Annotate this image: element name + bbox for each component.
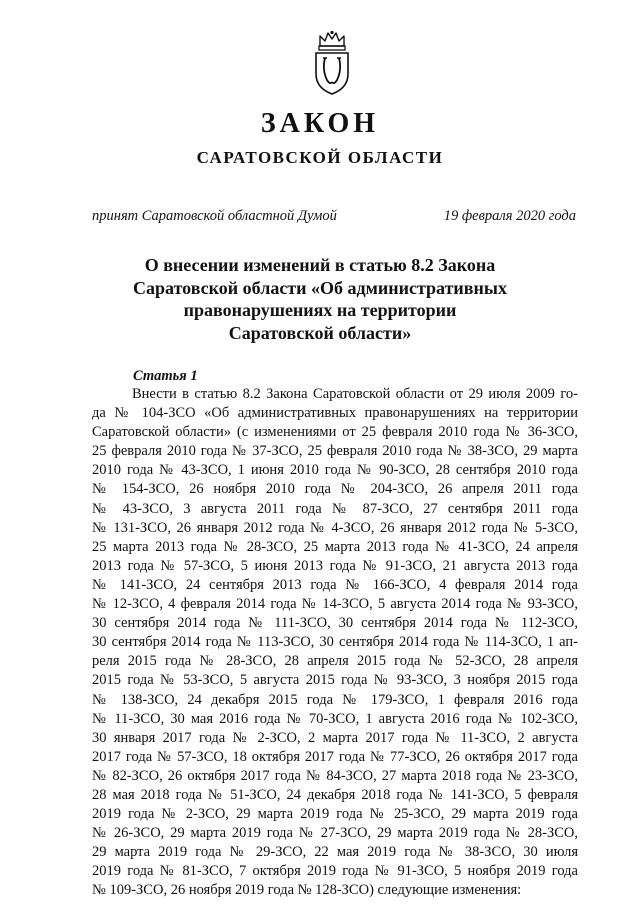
body-line: 25 марта 2013 года № 28-ЗСО, 25 марта 2013 года № 41-ЗСО, 24 апреля — [92, 538, 578, 555]
body-line: № 11-ЗСО, 30 мая 2016 года № 70-ЗСО, 1 августа 2016 года № 102-ЗСО, — [92, 710, 578, 727]
body-line: 2015 года № 53-ЗСО, 5 августа 2015 года № 93-ЗСО, 3 ноября 2015 года — [92, 672, 578, 689]
body-line: Внести в статью 8.2 Закона Саратовской области от 29 июля 2009 го- — [132, 386, 578, 402]
article-label: Статья 1 — [133, 368, 198, 384]
body-line: 30 января 2017 года № 2-ЗСО, 2 марта 2017 года № 11-ЗСО, 2 августа — [92, 729, 578, 746]
body-line: № 154-ЗСО, 26 ноября 2010 года № 204-ЗСО, 26 апреля 2011 года — [92, 481, 578, 498]
document-heading — [120, 254, 520, 344]
body-line: 2013 года № 57-ЗСО, 5 июня 2013 года № 91-ЗСО, 21 августа 2013 года — [92, 557, 578, 574]
body-line: № 82-ЗСО, 26 октября 2017 года № 84-ЗСО, 27 марта 2018 года № 23-ЗСО, — [92, 767, 578, 784]
body-line: да № 104-ЗСО «Об административных правонарушениях на территории — [92, 405, 578, 422]
heading-line: правонарушениях на территории — [183, 300, 457, 320]
coat-of-arms-icon — [312, 30, 352, 96]
body-line: Саратовской области» (с изменениями от 25 февраля 2010 года № 36-ЗСО, — [92, 424, 578, 441]
adopted-date: 19 февраля 2020 года — [443, 208, 576, 224]
heading-line: Саратовской области» — [228, 322, 412, 343]
heading-line: О внесении изменений в статью 8.2 Закона — [144, 255, 496, 275]
body-line: 29 марта 2019 года № 29-ЗСО, 22 мая 2019 года № 38-ЗСО, 30 июля — [92, 844, 578, 861]
body-line: 2010 года № 43-ЗСО, 1 июня 2010 года № 90-ЗСО, 28 сентября 2010 года — [92, 462, 578, 479]
body-line: № 26-ЗСО, 29 марта 2019 года № 27-ЗСО, 29 марта 2019 года № 28-ЗСО, — [92, 825, 578, 842]
body-line: № 138-ЗСО, 24 декабря 2015 года № 179-ЗСО, 1 февраля 2016 года — [92, 691, 578, 708]
body-line: 30 сентября 2014 года № 111-ЗСО, 30 сентября 2014 года № 112-ЗСО, — [92, 615, 578, 632]
body-line: № 43-ЗСО, 3 августа 2011 года № 87-ЗСО, 27 сентября 2011 года — [92, 500, 578, 517]
body-line: 30 сентября 2014 года № 113-ЗСО, 30 сентября 2014 года № 114-ЗСО, 1 ап- — [92, 634, 578, 651]
body-line: 2019 года № 81-ЗСО, 7 октября 2019 года № 91-ЗСО, 5 ноября 2019 года — [92, 863, 578, 880]
adopted-by: принят Саратовской областной Думой — [92, 208, 337, 224]
body-line: 28 мая 2018 года № 51-ЗСО, 24 декабря 2018 года № 141-ЗСО, 5 февраля — [92, 786, 578, 803]
body-line: № 12-ЗСО, 4 февраля 2014 года № 14-ЗСО, 5 августа 2014 года № 93-ЗСО, — [92, 596, 578, 613]
law-subtitle: САРАТОВСКОЙ ОБЛАСТИ — [196, 148, 444, 167]
body-line: № 131-ЗСО, 26 января 2012 года № 4-ЗСО, 26 января 2012 года № 5-ЗСО, — [92, 519, 578, 536]
article-body — [92, 385, 578, 901]
body-line: № 109-ЗСО, 26 ноября 2019 года № 128-ЗСО) следующие изменения: — [92, 882, 522, 899]
body-line: реля 2015 года № 28-ЗСО, 28 апреля 2015 года № 52-ЗСО, 28 апреля — [92, 653, 578, 670]
law-title: ЗАКОН — [260, 108, 380, 139]
body-line: 2019 года № 2-ЗСО, 29 марта 2019 года № 25-ЗСО, 29 марта 2019 года — [92, 806, 578, 823]
body-line: 2017 года № 57-ЗСО, 18 октября 2017 года № 77-ЗСО, 26 октября 2017 года — [92, 748, 578, 765]
body-line: № 141-ЗСО, 24 сентября 2013 года № 166-ЗСО, 4 февраля 2014 года — [92, 576, 578, 593]
body-line: 25 февраля 2010 года № 37-ЗСО, 25 февраля 2010 года № 38-ЗСО, 29 марта — [92, 443, 578, 460]
heading-line: Саратовской области «Об административных — [133, 277, 507, 298]
